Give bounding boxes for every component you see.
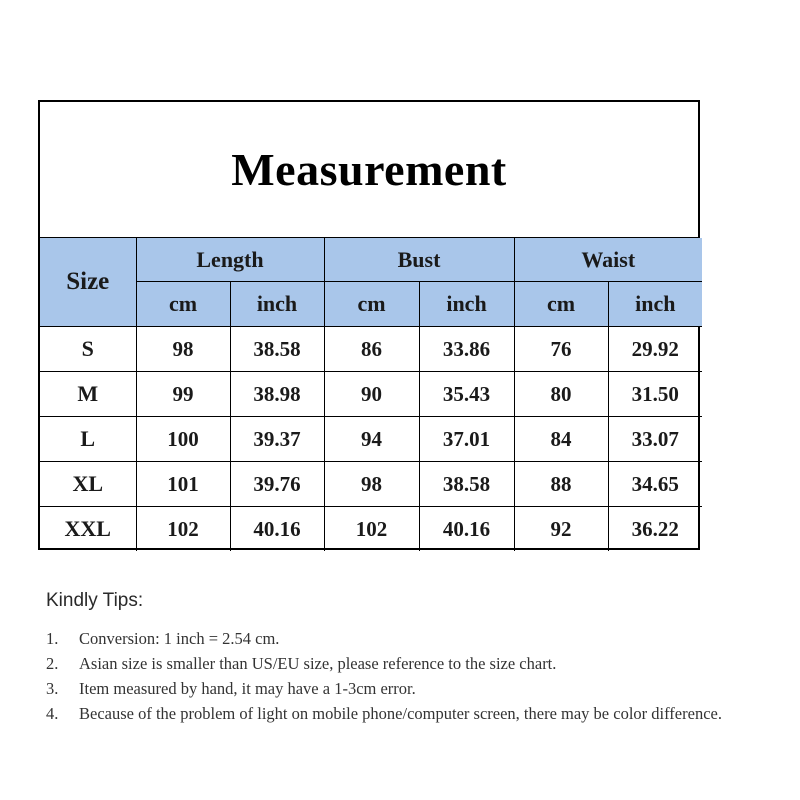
waist-group-header: Waist xyxy=(514,238,702,282)
measurement-cell: 31.50 xyxy=(608,372,702,417)
bust-group-header: Bust xyxy=(324,238,514,282)
measurement-cell: 102 xyxy=(324,507,419,552)
table-row xyxy=(40,417,702,462)
measurement-cell: 102 xyxy=(136,507,230,552)
size-label-cell: L xyxy=(40,417,136,462)
table-row xyxy=(40,462,702,507)
tip-text: Item measured by hand, it may have a 1-3cm error. xyxy=(79,679,416,698)
measurement-cell: 76 xyxy=(514,327,608,372)
measurement-cell: 99 xyxy=(136,372,230,417)
measurement-cell: 98 xyxy=(324,462,419,507)
measurement-cell: 38.98 xyxy=(230,372,324,417)
measurement-cell: 88 xyxy=(514,462,608,507)
tip-item xyxy=(46,676,796,701)
measurement-cell: 84 xyxy=(514,417,608,462)
tip-item xyxy=(46,626,796,651)
tip-number: 2. xyxy=(46,654,59,673)
tip-number: 3. xyxy=(46,679,59,698)
tip-item xyxy=(46,701,796,726)
measurement-cell: 100 xyxy=(136,417,230,462)
measurement-cell: 40.16 xyxy=(230,507,324,552)
table-row xyxy=(40,372,702,417)
unit-header: cm xyxy=(324,282,419,327)
chart-title: Measurement xyxy=(231,144,507,195)
measurement-cell: 86 xyxy=(324,327,419,372)
measurement-cell: 40.16 xyxy=(419,507,514,552)
size-label-cell: S xyxy=(40,327,136,372)
table-row xyxy=(40,327,702,372)
size-label-cell: XXL xyxy=(40,507,136,552)
tip-text: Because of the problem of light on mobile phone/computer screen, there may be color difference. xyxy=(79,704,722,723)
measurement-cell: 36.22 xyxy=(608,507,702,552)
measurement-cell: 98 xyxy=(136,327,230,372)
unit-header: cm xyxy=(136,282,230,327)
chart-title-cell xyxy=(40,102,698,238)
unit-header: inch xyxy=(230,282,324,327)
measurement-cell: 92 xyxy=(514,507,608,552)
measurement-cell: 39.76 xyxy=(230,462,324,507)
size-chart xyxy=(38,100,700,550)
measurement-cell: 29.92 xyxy=(608,327,702,372)
tip-text: Asian size is smaller than US/EU size, please reference to the size chart. xyxy=(79,654,557,673)
measurement-cell: 39.37 xyxy=(230,417,324,462)
unit-header: cm xyxy=(514,282,608,327)
measurement-cell: 33.07 xyxy=(608,417,702,462)
measurement-cell: 37.01 xyxy=(419,417,514,462)
header-row-units xyxy=(40,282,702,327)
tips-title: Kindly Tips: xyxy=(46,590,144,611)
tip-number: 1. xyxy=(46,629,59,648)
header-row-groups xyxy=(40,238,702,282)
unit-header: inch xyxy=(608,282,702,327)
tips-list xyxy=(46,626,796,726)
measurement-cell: 34.65 xyxy=(608,462,702,507)
size-label-cell: M xyxy=(40,372,136,417)
measurement-cell: 38.58 xyxy=(419,462,514,507)
tip-text: Conversion: 1 inch = 2.54 cm. xyxy=(79,629,280,648)
size-table xyxy=(40,238,702,551)
kindly-tips xyxy=(46,590,796,726)
measurement-cell: 35.43 xyxy=(419,372,514,417)
measurement-cell: 38.58 xyxy=(230,327,324,372)
length-group-header: Length xyxy=(136,238,324,282)
size-column-header: Size xyxy=(40,238,136,327)
size-label-cell: XL xyxy=(40,462,136,507)
measurement-cell: 80 xyxy=(514,372,608,417)
unit-header: inch xyxy=(419,282,514,327)
size-rows xyxy=(40,327,702,552)
tip-item xyxy=(46,651,796,676)
table-row xyxy=(40,507,702,552)
measurement-cell: 33.86 xyxy=(419,327,514,372)
measurement-cell: 94 xyxy=(324,417,419,462)
measurement-cell: 101 xyxy=(136,462,230,507)
measurement-cell: 90 xyxy=(324,372,419,417)
tip-number: 4. xyxy=(46,704,59,723)
